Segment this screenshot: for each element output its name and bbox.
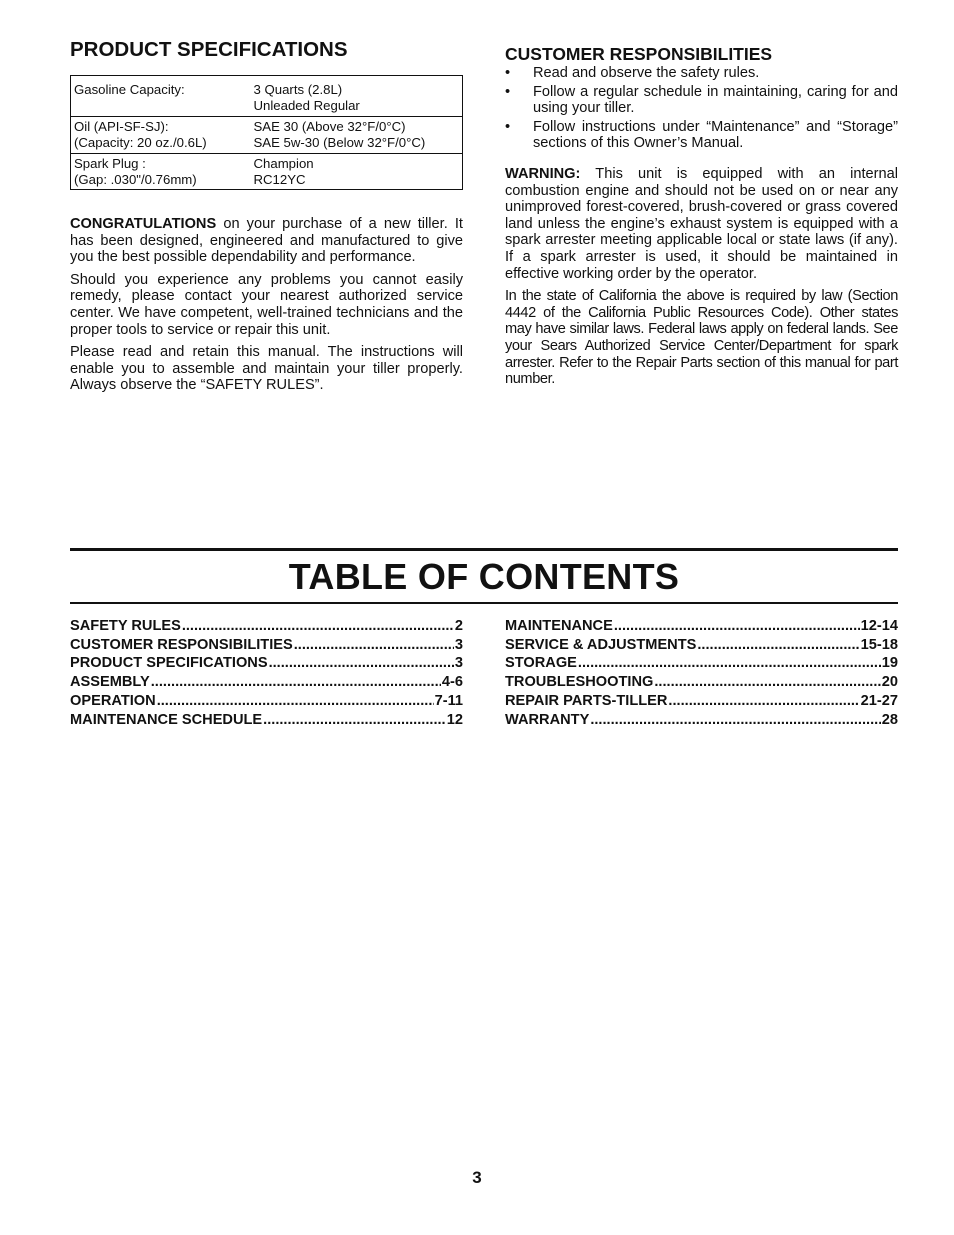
spec-label: Oil (API-SF-SJ): (Capacity: 20 oz./0.6L): [74, 119, 207, 150]
spec-label: Gasoline Capacity:: [74, 82, 185, 97]
dot-leader: [578, 654, 881, 673]
toc-entry-product-specifications[interactable]: PRODUCT SPECIFICATIONS ..... 3: [70, 654, 463, 673]
toc-top-rule: [70, 548, 898, 551]
toc-right-column: [505, 617, 898, 729]
toc-left-column: [70, 617, 463, 729]
toc-entry-storage[interactable]: STORAGE ..... 19: [505, 654, 898, 673]
dot-leader: [697, 636, 859, 655]
toc-entry-troubleshooting[interactable]: TROUBLESHOOTING ..... 20: [505, 673, 898, 692]
bullet-icon: •: [505, 83, 511, 100]
toc-entry-operation[interactable]: OPERATION ..... 7-11: [70, 692, 463, 711]
dot-leader: [151, 673, 441, 692]
spec-value: Champion RC12YC: [253, 156, 314, 187]
list-item: • Read and observe the safety rules.: [505, 65, 760, 81]
dot-leader: [263, 711, 446, 730]
dot-leader: [654, 673, 880, 692]
list-item: • Follow instructions under “Maintenance” and “Storage” sections of this Owner’s Manual.: [505, 118, 898, 152]
toc-bottom-rule: [70, 602, 898, 604]
spec-row-gasoline: [71, 76, 463, 117]
responsibilities-list: [505, 65, 898, 152]
spec-row-spark-plug: [71, 154, 463, 190]
toc-entry-safety-rules[interactable]: SAFETY RULES ..... 2: [70, 617, 463, 636]
dot-leader: [614, 617, 860, 636]
dot-leader: [182, 617, 454, 636]
toc-entry-maintenance[interactable]: MAINTENANCE ..... 12-14: [505, 617, 898, 636]
warning-paragraph: WARNING: This unit is equipped with an internal combustion engine and should not be used on or near any unimproved forest-covered, brush-covered or grass covered land unless the engine’s exhaust system is equipped with a spark arrester meeting applicable local or state laws (if any). If a spark arrester is used, it should be maintained in effective working order by the operator.: [505, 165, 898, 282]
toc-entry-assembly[interactable]: ASSEMBLY ..... 4-6: [70, 673, 463, 692]
congratulations-paragraph: CONGRATULATIONS on your purchase of a new tiller. It has been designed, engineered and manufactured to give you the best possible dependability and performance.: [70, 216, 463, 266]
customer-responsibilities-heading: CUSTOMER RESPONSIBILITIES: [505, 44, 773, 64]
page-number: 3: [472, 1168, 482, 1187]
dot-leader: [668, 692, 859, 711]
product-specifications-heading: PRODUCT SPECIFICATIONS: [70, 38, 348, 61]
retain-manual-paragraph: Please read and retain this manual. The instructions will enable you to assemble and maintain your tiller properly. Always observe the “SAFETY RULES”.: [70, 344, 463, 394]
toc-entry-service-adjustments[interactable]: SERVICE & ADJUSTMENTS ..... 15-18: [505, 636, 898, 655]
dot-leader: [590, 711, 880, 730]
bullet-icon: •: [505, 65, 511, 81]
toc-entry-repair-parts-tiller[interactable]: REPAIR PARTS-TILLER ..... 21-27: [505, 692, 898, 711]
warning-lead: WARNING:: [505, 165, 581, 182]
spec-row-oil: [71, 117, 463, 154]
toc-entry-warranty[interactable]: WARRANTY ..... 28: [505, 711, 898, 730]
toc-title: TABLE OF CONTENTS: [288, 556, 680, 597]
service-paragraph: Should you experience any problems you cannot easily remedy, please contact your nearest authorized service center. We have competent, well-trained technicians and the proper tools to service or repair this unit.: [70, 271, 463, 338]
spec-label: Spark Plug : (Gap: .030"/0.76mm): [74, 156, 197, 187]
toc-entry-maintenance-schedule[interactable]: MAINTENANCE SCHEDULE ..... 12: [70, 711, 463, 730]
spec-value: 3 Quarts (2.8L) Unleaded Regular: [253, 82, 360, 113]
right-column: [505, 44, 898, 394]
specifications-table: [70, 75, 463, 190]
california-paragraph: In the state of California the above is required by law (Section 4442 of the California Public Resources Code). Other states may have similar laws. Federal laws apply on federal lands. See your Sears Authorized Service Center/Department for spark arrester. Refer to the Repair Parts section of this manual for part number.: [505, 288, 898, 388]
toc-entry-customer-responsibilities[interactable]: CUSTOMER RESPONSIBILITIES ..... 3: [70, 636, 463, 655]
dot-leader: [294, 636, 454, 655]
bullet-icon: •: [505, 118, 511, 135]
dot-leader: [157, 692, 434, 711]
dot-leader: [269, 654, 454, 673]
left-column: [70, 38, 463, 400]
list-item: • Follow a regular schedule in maintaining, caring for and using your tiller.: [505, 83, 898, 117]
spec-value: SAE 30 (Above 32°F/0°C) SAE 5w-30 (Below 32°F/0°C): [253, 119, 426, 150]
congratulations-lead: CONGRATULATIONS: [70, 216, 217, 232]
